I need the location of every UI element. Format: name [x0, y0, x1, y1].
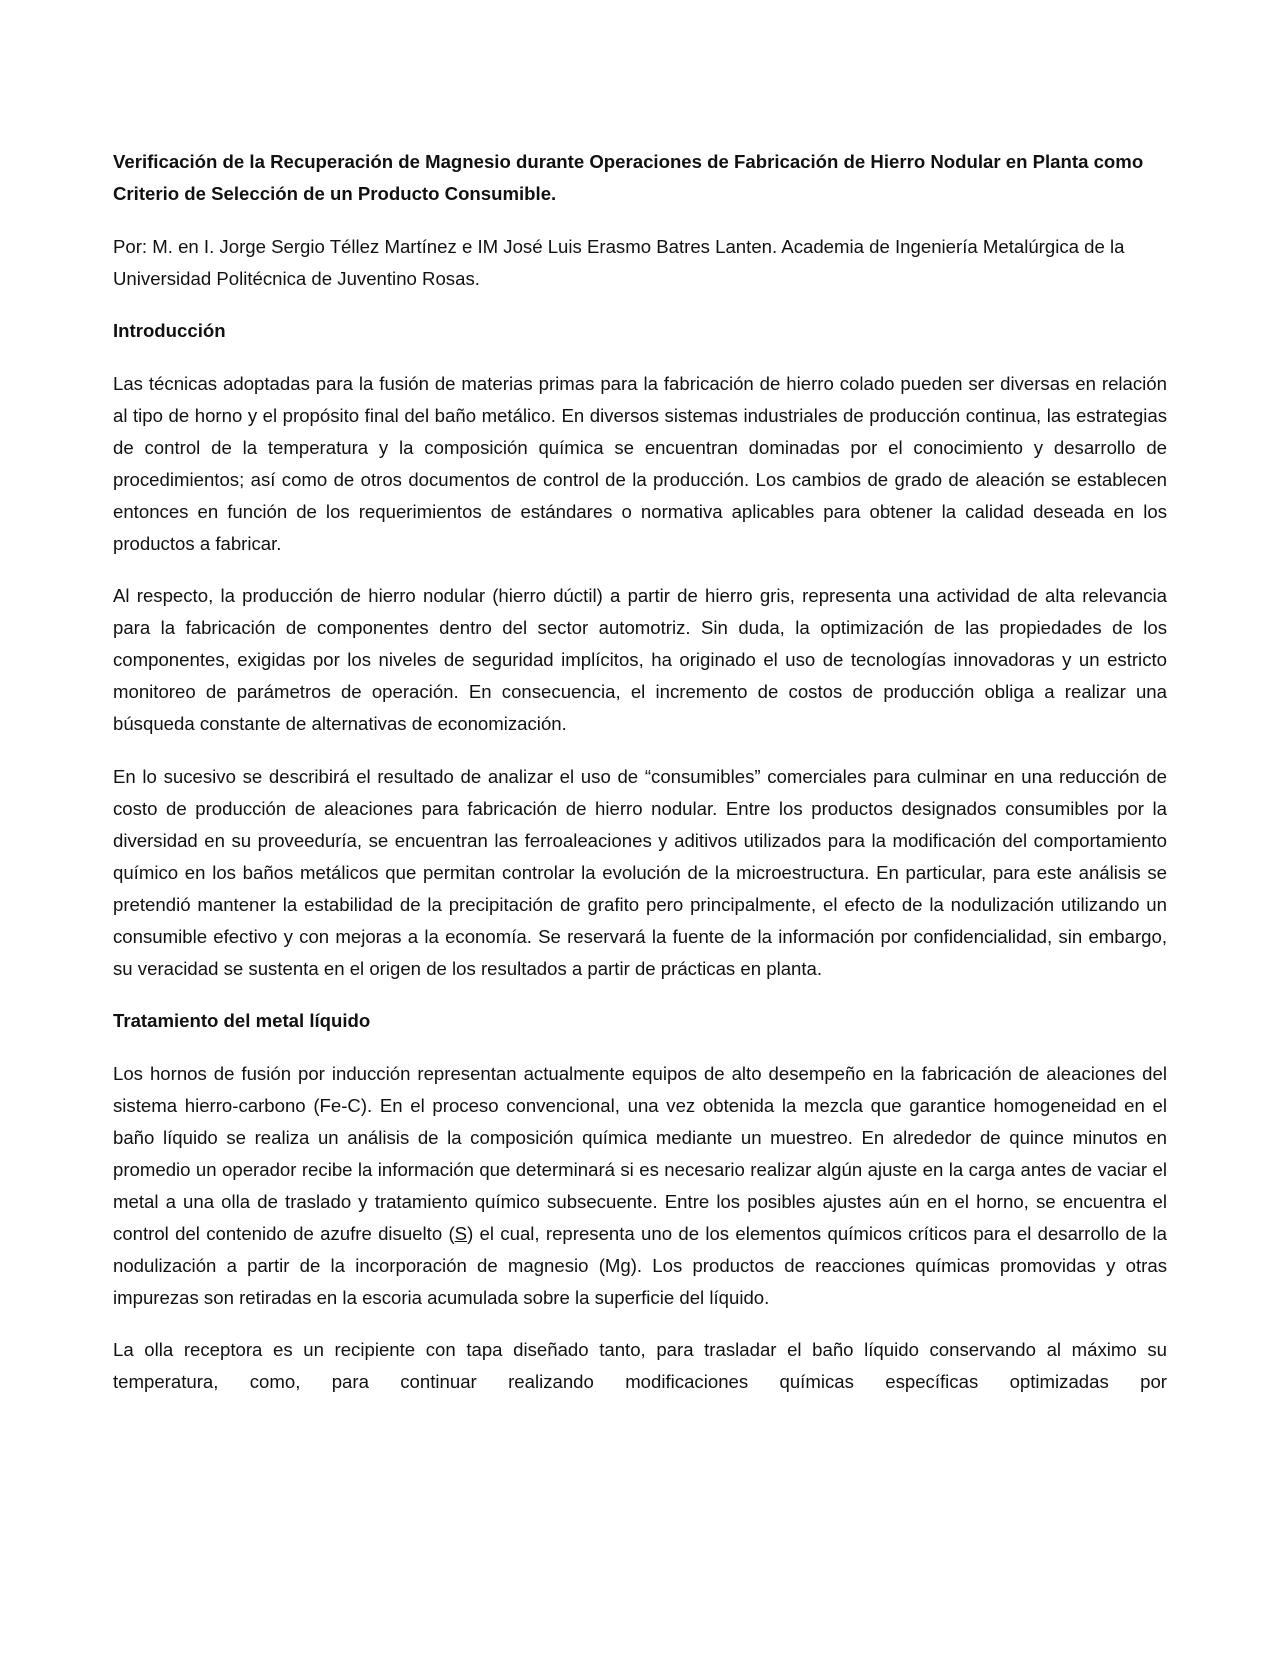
intro-paragraph-2: Al respecto, la producción de hierro nodular (hierro dúctil) a partir de hierro gris, representa una actividad de alta relevancia para la fabricación de componentes dentro del sector automotriz. Sin duda, la optimización de las propiedades de los componentes, exigidas por los niveles de seguridad implícitos, ha originado el uso de tecnologías innovadoras y un estricto monitoreo de parámetros de operación. En consecuencia, el incremento de costos de producción obliga a realizar una búsqueda constante de alternativas de economización. [113, 585, 1167, 734]
tratamiento-paragraph-2: La olla receptora es un recipiente con tapa diseñado tanto, para trasladar el baño líquido conservando al máximo su temperatura, como, para continuar realizando modificaciones químicas específicas optimizadas por [113, 1339, 1167, 1392]
section-heading-tratamiento: Tratamiento del metal líquido [113, 1010, 371, 1031]
document-title: Verificación de la Recuperación de Magnesio durante Operaciones de Fabricación de Hierro Nodular en Planta como Criterio de Selección de un Producto Consumible. [113, 151, 1144, 204]
document-page [113, 146, 1167, 1419]
tratamiento-paragraph-1 [113, 1058, 1167, 1314]
tratamiento-paragraph-1-part-b: ) el cual, representa uno de los elementos químicos críticos para el desarrollo de la nodulización a partir de la incorporación de magnesio (Mg). Los productos de reacciones químicas promovidas y otras impurezas son retiradas en la escoria acumulada sobre la superficie del líquido. [113, 1222, 1167, 1308]
intro-paragraph-3: En lo sucesivo se describirá el resultado de analizar el uso de “consumibles” comerciales para culminar en una reducción de costo de producción de aleaciones para fabricación de hierro nodular. Entre los productos designados consumibles por la diversidad en su proveeduría, se encuentran las ferroaleaciones y aditivos utilizados para la modificación del comportamiento químico en los baños metálicos que permitan controlar la evolución de la microestructura. En particular, para este análisis se pretendió mantener la estabilidad de la precipitación de grafito pero principalmente, el efecto de la nodulización utilizando un consumible efectivo y con mejoras a la economía. Se reservará la fuente de la información por confidencialidad, sin embargo, su veracidad se sustenta en el origen de los resultados a partir de prácticas en planta. [113, 765, 1167, 979]
author-byline: Por: M. en I. Jorge Sergio Téllez Martínez e IM José Luis Erasmo Batres Lanten. Academia de Ingeniería Metalúrgica de la Universidad Politécnica de Juventino Rosas. [113, 235, 1125, 289]
sulfur-symbol: S [454, 1222, 468, 1244]
intro-paragraph-1: Las técnicas adoptadas para la fusión de materias primas para la fabricación de hierro colado pueden ser diversas en relación al tipo de horno y el propósito final del baño metálico. En diversos sistemas industriales de producción continua, las estrategias de control de la temperatura y la composición química se encuentran dominadas por el conocimiento y desarrollo de procedimientos; así como de otros documentos de control de la producción. Los cambios de grado de aleación se establecen entonces en función de los requerimientos de estándares o normativa aplicables para obtener la calidad deseada en los productos a fabricar. [113, 372, 1167, 554]
tratamiento-paragraph-1-part-a: Los hornos de fusión por inducción representan actualmente equipos de alto desempeño en la fabricación de aleaciones del sistema hierro-carbono (Fe-C). En el proceso convencional, una vez obtenida la mezcla que garantice homogeneidad en el baño líquido se realiza un análisis de la composición química mediante un muestreo. En alrededor de quince minutos en promedio un operador recibe la información que determinará si es necesario realizar algún ajuste en la carga antes de vaciar el metal a una olla de traslado y tratamiento químico subsecuente. Entre los posibles ajustes aún en el horno, se encuentra el control del contenido de azufre disuelto ( [113, 1062, 1167, 1244]
section-heading-introduccion: Introducción [113, 320, 226, 341]
